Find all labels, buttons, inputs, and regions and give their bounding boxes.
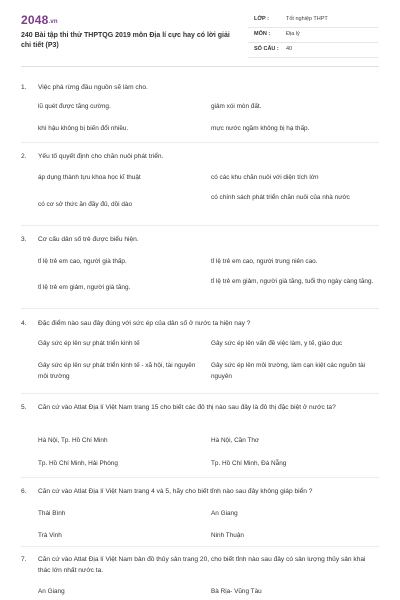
- meta-table: [248, 13, 378, 58]
- question-divider: [21, 308, 379, 309]
- question-text: Căn cứ vào Atlat Địa lí Việt Nam trang 15 cho biết các đô thị nào sau đây là đô thị đặc biệt ở nước ta?: [38, 404, 336, 411]
- page-title: 240 Bài tập thi thử THPTQG 2019 môn Địa lí cực hay có lời giải chi tiết (P3): [21, 32, 230, 49]
- answer-option[interactable]: An Giang: [211, 510, 238, 517]
- meta-row-count: [248, 43, 378, 58]
- question-divider: [21, 142, 379, 143]
- answer-option[interactable]: Trà Vinh: [38, 532, 62, 539]
- meta-value: Tốt nghiệp THPT: [286, 16, 328, 22]
- question-number: 5.: [21, 404, 27, 411]
- answer-option[interactable]: Hà Nội, Cần Thơ: [211, 437, 260, 444]
- question-text: Yếu tố quyết định cho chăn nuôi phát triển.: [38, 153, 164, 160]
- question-divider: [21, 546, 379, 547]
- header-divider: [21, 66, 379, 67]
- answer-option[interactable]: Tp. Hồ Chí Minh, Đà Nẵng: [211, 460, 287, 467]
- site-logo[interactable]: 2048.vn: [21, 13, 58, 27]
- question-number: 6.: [21, 488, 27, 495]
- answer-option[interactable]: An Giang: [38, 588, 65, 595]
- answer-option[interactable]: tỉ lệ trẻ em giảm, người già tăng.: [38, 284, 131, 291]
- question-number: 3.: [21, 236, 27, 243]
- meta-key: LỚP :: [254, 16, 269, 22]
- answer-option[interactable]: Thái Bình: [38, 510, 66, 517]
- answer-option[interactable]: mực nước ngầm không bị hạ thấp.: [211, 125, 310, 132]
- answer-option[interactable]: giảm xói mòn đất.: [211, 103, 262, 110]
- answer-option[interactable]: tỉ lệ trẻ em giảm, người già tăng, tuổi thọ ngày càng tăng.: [211, 278, 374, 285]
- meta-key: MÔN :: [254, 31, 271, 37]
- meta-row-class: [248, 13, 378, 28]
- header: [0, 0, 400, 62]
- answer-option[interactable]: Tp. Hồ Chí Minh, Hải Phòng: [38, 460, 118, 467]
- answer-option[interactable]: Gây sức ép lên sự phát triển kinh tế: [38, 340, 140, 347]
- meta-value: Địa lý: [286, 31, 300, 37]
- answer-option[interactable]: Ninh Thuận: [211, 532, 244, 539]
- question-number: 4.: [21, 320, 27, 327]
- answer-option[interactable]: có chính sách phát triển chăn nuôi của nhà nước: [211, 194, 350, 201]
- meta-value: 40: [286, 46, 293, 52]
- answer-option[interactable]: tỉ lệ trẻ em cao, người già thấp.: [38, 258, 127, 265]
- meta-key: SỐ CÂU :: [254, 46, 279, 52]
- answer-option[interactable]: tỉ lệ trẻ em cao, người trung niên cao.: [211, 258, 318, 265]
- question-divider: [21, 225, 379, 226]
- question-text: Căn cứ vào Atlat Địa lí Việt Nam trang 4 và 5, hãy cho biết tỉnh nào sau đây không giáp biển ?: [38, 488, 313, 495]
- answer-option[interactable]: Hà Nội, Tp. Hồ Chí Minh: [38, 437, 108, 444]
- question-text: Việc phá rừng đầu nguồn sẽ làm cho.: [38, 84, 148, 91]
- answer-option[interactable]: Gây sức ép lên sự phát triển kinh tế - xã hội, tài nguyên môi trường: [38, 362, 196, 380]
- answer-option[interactable]: Gây sức ép lên môi trường, làm cạn kiệt các nguồn tài nguyên: [211, 362, 366, 380]
- question-number: 7.: [21, 556, 27, 563]
- answer-option[interactable]: khí hậu không bị biến đổi nhiều.: [38, 125, 129, 132]
- answer-option[interactable]: có các khu chăn nuôi với diện tích lớn: [211, 174, 319, 181]
- question-divider: [21, 393, 379, 394]
- question-text: Căn cứ vào Atlat Địa lí Việt Nam bản đồ thủy sản trang 20, cho biết tỉnh nào sau đây có sản lượng thủy sản khai thác lớn nhất nước ta.: [38, 556, 366, 574]
- answer-option[interactable]: áp dụng thành tựu khoa học kĩ thuật: [38, 174, 141, 181]
- answer-option[interactable]: Gây sức ép lên vấn đề việc làm, y tế, giáo dục: [211, 340, 343, 347]
- meta-row-subject: [248, 28, 378, 43]
- answer-option[interactable]: Bà Rịa- Vũng Tàu: [211, 588, 262, 595]
- question-text: Đặc điểm nào sau đây đúng với sức ép của dân số ở nước ta hiện nay ?: [38, 320, 251, 327]
- answer-option[interactable]: có cơ sở thức ăn đầy đủ, dồi dào: [38, 201, 133, 208]
- question-divider: [21, 477, 379, 478]
- question-text: Cơ cấu dân số trẻ được biểu hiện.: [38, 236, 139, 243]
- answer-option[interactable]: lũ quét được tăng cường.: [38, 103, 111, 110]
- question-number: 2.: [21, 153, 27, 160]
- question-number: 1.: [21, 84, 27, 91]
